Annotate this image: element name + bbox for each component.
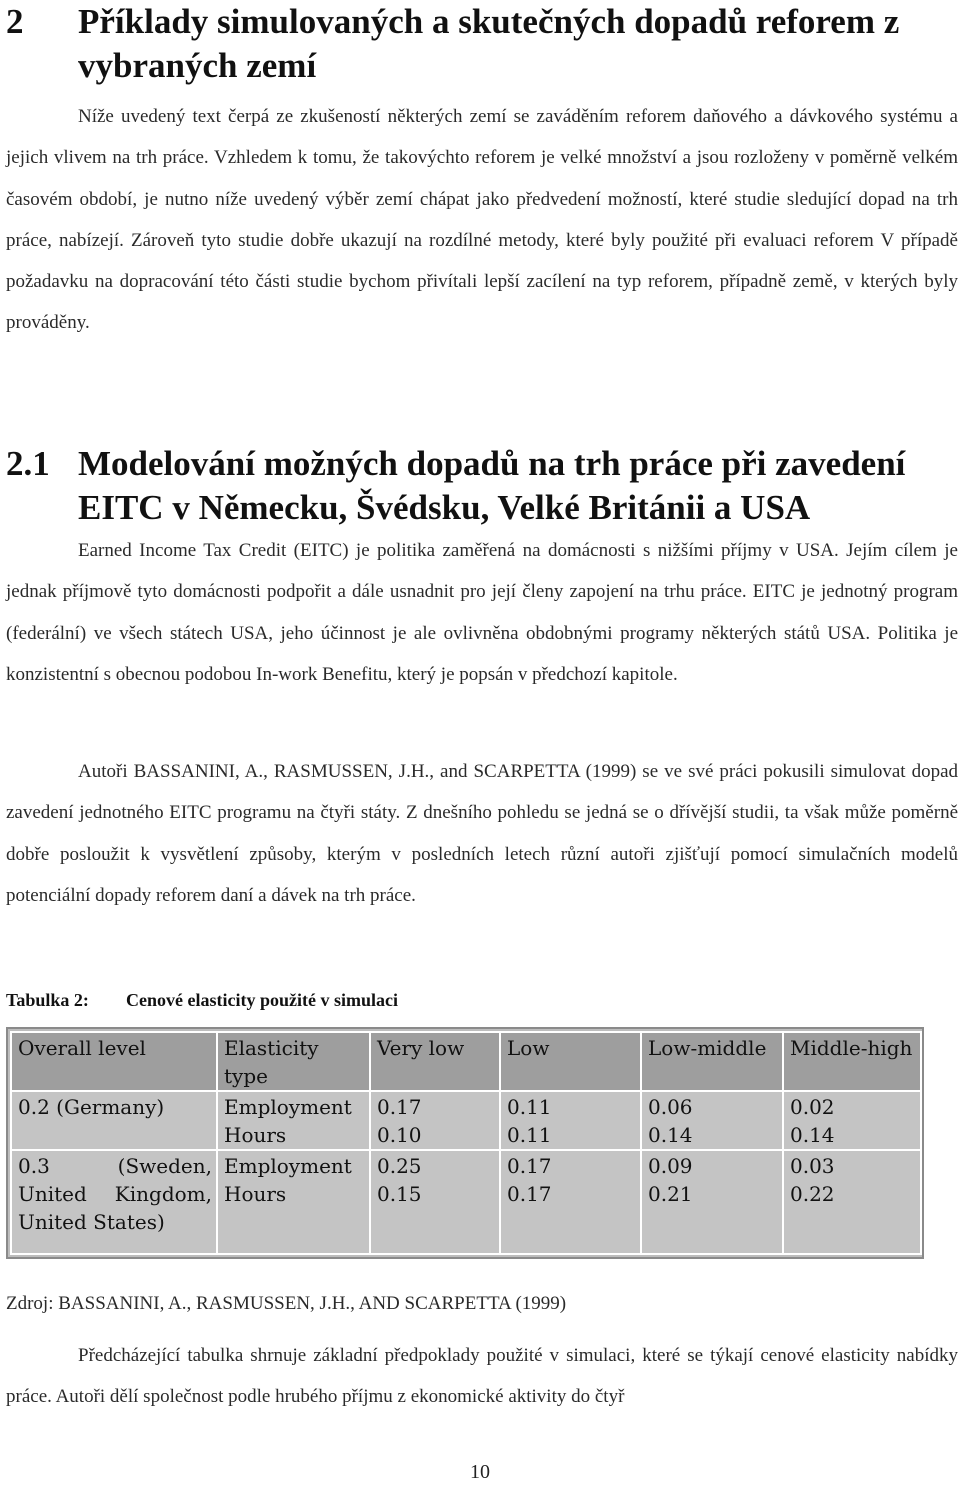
value-employment: 0.06 — [648, 1095, 693, 1119]
value-employment: 0.11 — [507, 1095, 552, 1119]
value-hours: 0.14 — [648, 1123, 693, 1147]
table-header-row — [11, 1032, 921, 1091]
subsection-number: 2.1 — [6, 444, 50, 483]
cell-low-middle — [641, 1150, 783, 1254]
elasticity-table — [10, 1031, 922, 1255]
closing-paragraph: Předcházející tabulka shrnuje základní předpoklady použité v simulaci, které se týkají cenové elasticity nabídky práce. Autoři dělí společnost podle hrubého příjmu z ekonomické aktivity do čtyř — [6, 1345, 958, 1408]
cell-middle-high — [783, 1150, 921, 1254]
cell-low — [500, 1150, 641, 1254]
value-employment: 0.09 — [648, 1154, 693, 1178]
table-caption-label: Tabulka 2: — [6, 990, 89, 1010]
cell-low-middle — [641, 1091, 783, 1150]
cell-elasticity-type — [217, 1091, 370, 1150]
value-hours: 0.10 — [377, 1123, 422, 1147]
cell-overall-level: 0.3 (Sweden, United Kingdom, United States) — [11, 1150, 217, 1254]
value-hours: 0.21 — [648, 1182, 693, 1206]
header-middle-high: Middle-high — [783, 1032, 921, 1091]
value-employment: 0.17 — [507, 1154, 552, 1178]
value-employment: 0.02 — [790, 1095, 835, 1119]
cell-very-low — [370, 1091, 500, 1150]
header-low-middle: Low-middle — [641, 1032, 783, 1091]
cell-middle-high — [783, 1091, 921, 1150]
header-elasticity-type: Elasticity type — [217, 1032, 370, 1091]
table-caption-text: Cenové elasticity použité v simulaci — [126, 990, 398, 1010]
cell-elasticity-type — [217, 1150, 370, 1254]
value-hours: 0.11 — [507, 1123, 552, 1147]
type-employment: Employment — [224, 1095, 352, 1119]
cell-overall-level: 0.2 (Germany) — [11, 1091, 217, 1150]
type-employment: Employment — [224, 1154, 352, 1178]
cell-very-low — [370, 1150, 500, 1254]
header-overall-level: Overall level — [11, 1032, 217, 1091]
value-employment: 0.03 — [790, 1154, 835, 1178]
table-source: Zdroj: BASSANINI, A., RASMUSSEN, J.H., AND SCARPETTA (1999) — [6, 1293, 567, 1314]
section-title: Příklady simulovaných a skutečných dopadů reforem z vybraných zemí — [78, 2, 900, 85]
value-employment: 0.17 — [377, 1095, 422, 1119]
table-row — [11, 1091, 921, 1150]
value-hours: 0.14 — [790, 1123, 835, 1147]
table-row — [11, 1150, 921, 1254]
section-intro-paragraph: Níže uvedený text čerpá ze zkušeností některých zemí se zaváděním reforem daňového a dávkového systému a jejich vlivem na trh práce. Vzhledem k tomu, že takovýchto reforem je velké množství a jsou rozloženy v poměrně velkém časovém období, je nutno níže uvedený výběr zemí chápat jako předvedení možností, které studie sledující dopad na trh práce, nabízejí. Zároveň tyto studie dobře ukazují na rozdílné metody, které byly použité při evaluaci reforem V případě požadavku na dopracování této části studie bychom přivítali lepší zacílení na typ reforem, případně země, v kterých byly prováděny. — [6, 106, 958, 334]
table-caption — [6, 986, 906, 1014]
eitc-paragraph: Earned Income Tax Credit (EITC) je politika zaměřená na domácnosti s nižšími příjmy v USA. Jejím cílem je jednak příjmově tyto domácnosti podpořit a dále usnadnit pro její členy zapojení na trhu práce. EITC je jednotný program (federální) ve všech státech USA, jeho účinnost je ale ovlivněna obdobnými programy některých států USA. Politika je konzistentní s obecnou podobou In-work Benefitu, který je popsán v předchozí kapitole. — [6, 540, 958, 685]
section-number: 2 — [6, 2, 24, 41]
subsection-title: Modelování možných dopadů na trh práce při zavedení EITC v Německu, Švédsku, Velké Británii a USA — [78, 444, 906, 527]
authors-paragraph: Autoři BASSANINI, A., RASMUSSEN, J.H., and SCARPETTA (1999) se ve své práci pokusili simulovat dopad zavedení jednotného EITC programu na čtyři státy. Z dnešního pohledu se jedná se o dřívější studii, ta však může poměrně dobře posloužit k vysvětlení způsoby, kterým v posledních letech různí autoři zjišťují pomocí simulačních modelů potenciální dopady reforem daní a dávek na trh práce. — [6, 761, 958, 906]
value-employment: 0.25 — [377, 1154, 422, 1178]
elasticity-table-frame — [6, 1027, 924, 1259]
page-number: 10 — [470, 1461, 490, 1483]
type-hours: Hours — [224, 1123, 287, 1147]
cell-low — [500, 1091, 641, 1150]
header-very-low: Very low — [370, 1032, 500, 1091]
value-hours: 0.15 — [377, 1182, 422, 1206]
header-low: Low — [500, 1032, 641, 1091]
value-hours: 0.17 — [507, 1182, 552, 1206]
type-hours: Hours — [224, 1182, 287, 1206]
value-hours: 0.22 — [790, 1182, 835, 1206]
